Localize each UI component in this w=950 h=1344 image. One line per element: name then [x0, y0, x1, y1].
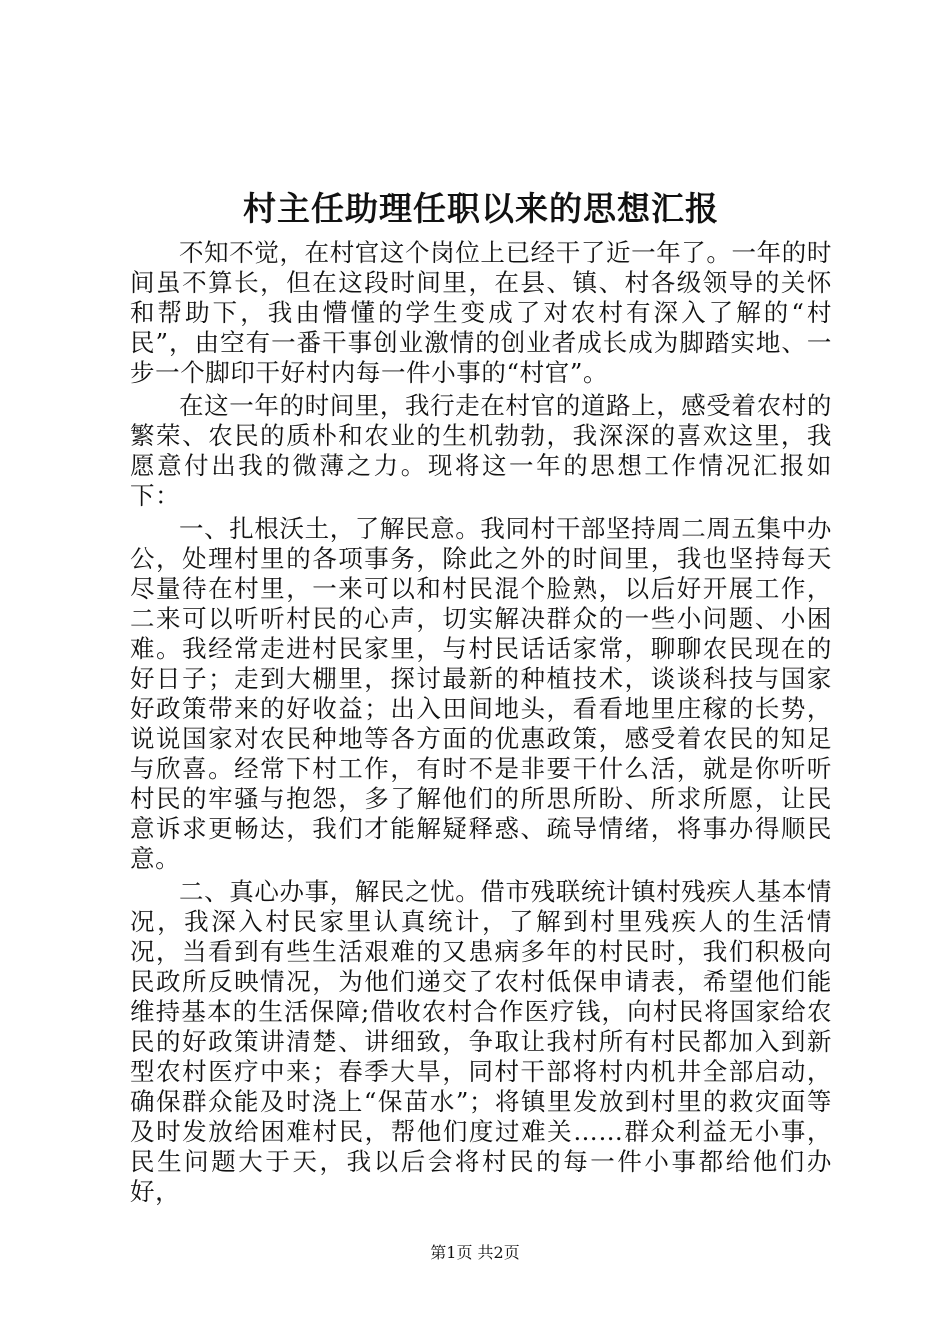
paragraph-intro: 不知不觉，在村官这个岗位上已经干了近一年了。一年的时间虽不算长，但在这段时间里，在县、镇、村各级领导的关怀和帮助下，我由懵懂的学生变成了对农村有深入了解的“村民”，由空有一番干事创业激情的创业者成长成为脚踏实地、一步一个脚印干好村内每一件小事的“村官”。 [130, 238, 832, 387]
document-body [130, 238, 832, 1210]
paragraph-overview: 在这一年的时间里，我行走在村官的道路上，感受着农村的繁荣、农民的质朴和农业的生机勃勃，我深深的喜欢这里，我愿意付出我的微薄之力。现将这一年的思想工作情况汇报如下： [130, 391, 832, 510]
page-number-footer: 第1页 共2页 [430, 1243, 520, 1262]
document-title: 村主任助理任职以来的思想汇报 [243, 189, 719, 228]
paragraph-section-one: 一、扎根沃土，了解民意。我同村干部坚持周二周五集中办公，处理村里的各项事务，除此之外的时间里，我也坚持每天尽量待在村里，一来可以和村民混个脸熟，以后好开展工作，二来可以听听村民的心声，切实解决群众的一些小问题、小困难。我经常走进村民家里，与村民话话家常，聊聊农民现在的好日子；走到大棚里，探讨最新的种植技术，谈谈科技与国家好政策带来的好收益；出入田间地头，看看地里庄稼的长势，说说国家对农民种地等各方面的优惠政策，感受着农民的知足与欣喜。经常下村工作，有时不是非要干什么活，就是你听听村民的牢骚与抱怨，多了解他们的所思所盼、所求所愿，让民意诉求更畅达，我们才能解疑释惑、疏导情绪，将事办得顺民意。 [130, 514, 832, 873]
paragraph-section-two: 二、真心办事，解民之忧。借市残联统计镇村残疾人基本情况，我深入村民家里认真统计，了解到村里残疾人的生活情况，当看到有些生活艰难的又患病多年的村民时，我们积极向民政所反映情况，为他们递交了农村低保申请表，希望他们能维持基本的生活保障;借收农村合作医疗钱，向村民将国家给农民的好政策讲清楚、讲细致，争取让我村所有村民都加入到新型农村医疗中来；春季大旱，同村干部将村内机井全部启动，确保群众能及时浇上“保苗水”；将镇里发放到村里的救灾面等及时发放给困难村民，帮他们度过难关……群众利益无小事，民生问题大于天，我以后会将村民的每一件小事都给他们办好， [130, 877, 832, 1206]
